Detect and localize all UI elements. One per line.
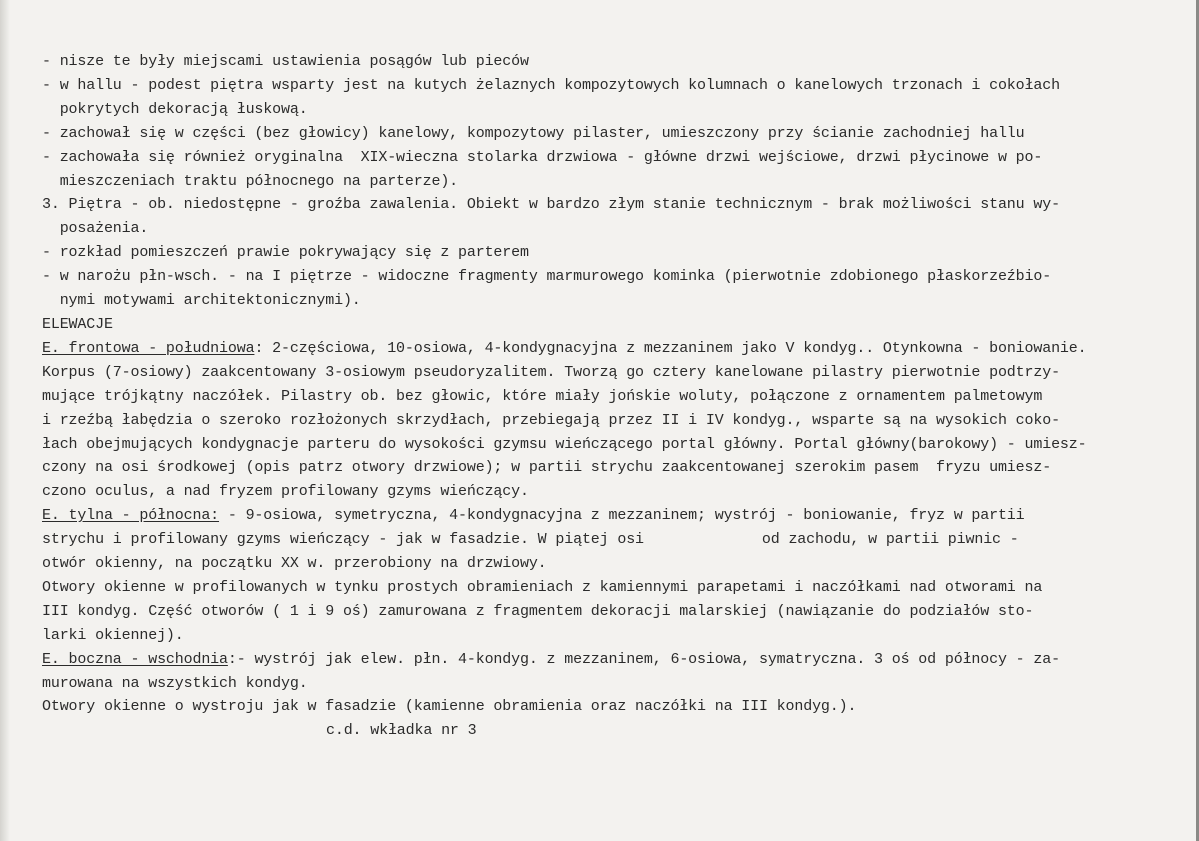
text-line: Otwory okienne o wystroju jak w fasadzie (kamienne obramienia oraz naczółki na III kondyg.). [42, 698, 857, 716]
line-text: - 9-osiowa, symetryczna, 4-kondygnacyjna z mezzaninem; wystrój - boniowanie, fryz w partii [219, 507, 1025, 525]
text-line: Otwory okienne w profilowanych w tynku prostych obramieniach z kamiennymi parapetami i naczółkami nad otworami na [42, 578, 1043, 596]
text-line: czony na osi środkowej (opis patrz otwory drzwiowe); w partii strychu zaakcentowanej szerokim pasem fryzu umiesz- [42, 459, 1052, 477]
text-line: nymi motywami architektonicznymi). [42, 292, 361, 310]
text-line: mujące trójkątny naczółek. Pilastry ob. bez głowic, które miały jońskie woluty, połączone z ornamentem palmetowym [42, 387, 1043, 405]
text-line [42, 337, 1192, 361]
continuation-note: c.d. wkładka nr 3 [326, 722, 477, 740]
text-line: larki okiennej). [42, 626, 184, 644]
line-text-continuation: od zachodu, w partii piwnic - [761, 531, 1019, 549]
text-line: - zachowała się również oryginalna XIX-wieczna stolarka drzwiowa - główne drzwi wejściowe, drzwi płycinowe w po- [42, 148, 1043, 166]
text-line [42, 504, 1192, 528]
text-line: łach obejmujących kondygnacje parteru do wysokości gzymsu wieńczącego portal główny. Portal główny(barokowy) - umiesz- [42, 435, 1087, 453]
heading-rear-elevation: E. tylna - północna: [42, 507, 220, 525]
text-line: - zachował się w części (bez głowicy) kanelowy, kompozytowy pilaster, umieszczony przy ścianie zachodniej hallu [42, 124, 1025, 142]
text-line: Korpus (7-osiowy) zaakcentowany 3-osiowym pseudoryzalitem. Tworzą go cztery kanelowane pilastry pierwotnie podtrzy- [42, 363, 1060, 381]
heading-front-elevation: E. frontowa - południowa [42, 339, 255, 357]
page-edge-shadow [0, 0, 10, 841]
text-line: posażenia. [42, 220, 149, 238]
text-line: czono oculus, a nad fryzem profilowany gzyms wieńczący. [42, 483, 529, 501]
line-text: : 2-częściowa, 10-osiowa, 4-kondygnacyjna z mezzaninem jako V kondyg.. Otynkowna - boniowanie. [254, 339, 1087, 357]
document-body [42, 50, 1192, 743]
text-line: mieszczeniach traktu północnego na parterze). [42, 172, 459, 190]
text-line: i rzeźbą łabędzia o szeroko rozłożonych skrzydłach, przebiegają przez II i IV kondyg., wsparte są na wysokich coko- [42, 411, 1060, 429]
text-line: otwór okienny, na początku XX w. przerobiony na drzwiowy. [42, 555, 547, 573]
text-line [42, 648, 1192, 672]
text-line: III kondyg. Część otworów ( 1 i 9 oś) zamurowana z fragmentem dekoracji malarskiej (nawiązanie do podziałów sto- [42, 602, 1034, 620]
text-line: - rozkład pomieszczeń prawie pokrywający się z parterem [42, 244, 529, 262]
section-heading-elewacje: ELEWACJE [42, 315, 113, 333]
line-text: :- wystrój jak elew. płn. 4-kondyg. z mezzaninem, 6-osiowa, symatryczna. 3 oś od północy - za- [227, 650, 1060, 668]
text-line: murowana na wszystkich kondyg. [42, 674, 308, 692]
text-line: 3. Piętra - ob. niedostępne - groźba zawalenia. Obiekt w bardzo złym stanie technicznym - brak możliwości stanu wy- [42, 196, 1060, 214]
text-line: pokrytych dekoracją łuskową. [42, 100, 308, 118]
text-line: - nisze te były miejscami ustawienia posągów lub pieców [42, 53, 529, 70]
line-text: strychu i profilowany gzyms wieńczący - jak w fasadzie. W piątej osi [42, 531, 644, 549]
text-line [42, 528, 1192, 552]
text-line: - w narożu płn-wsch. - na I piętrze - widoczne fragmenty marmurowego kominka (pierwotnie zdobionego płaskorzeźbio- [42, 268, 1052, 286]
heading-east-elevation: E. boczna - wschodnia [42, 650, 228, 668]
text-line: - w hallu - podest piętra wsparty jest na kutych żelaznych kompozytowych kolumnach o kanelowych trzonach i cokołach [42, 76, 1060, 94]
